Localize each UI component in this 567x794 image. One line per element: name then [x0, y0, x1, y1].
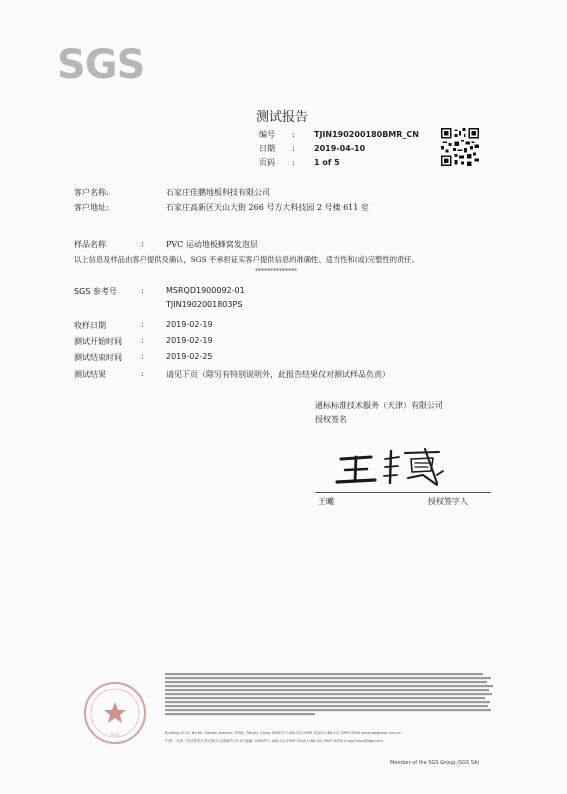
client-name-label: 客户名称: [74, 188, 109, 197]
inspection-seal-stamp [82, 680, 148, 746]
signer-name: 王曦 [318, 497, 334, 506]
client-address: 石家庄高新区天山大街 266 号方大科技园 2 号楼 611 室 [166, 203, 369, 212]
report-page-row [259, 156, 419, 170]
colon: : [292, 158, 295, 167]
handwritten-signature [333, 445, 448, 490]
client-address-label: 客户地址: [74, 203, 109, 212]
qr-code-icon [441, 128, 479, 166]
colon: : [141, 239, 144, 248]
received-date-label: 收样日期 [74, 321, 106, 330]
footer-member-text: Member of the SGS Group (SGS SA) [390, 760, 480, 766]
separator-stars: ************** [255, 268, 297, 275]
test-end-date: 2019-02-25 [166, 352, 213, 361]
colon: : [292, 130, 295, 139]
disclaimer-note: 以上信息及样品由客户提供及确认，SGS 不承担证实客户提供信息的准确性、适当性和(或)完整性的责任。 [74, 255, 419, 264]
signing-organization: 通标标准技术服务（天津）有限公司 [315, 401, 443, 410]
authorized-signature-label: 授权签名 [315, 415, 347, 424]
client-name: 石家庄佳鹏地板科技有限公司 [166, 188, 270, 197]
report-date: 2019-04-10 [314, 144, 366, 153]
footer-terms-text [165, 673, 495, 718]
colon: : [141, 286, 144, 295]
signature-line [315, 492, 491, 493]
report-date-label: 日期 [259, 144, 275, 153]
colon: : [141, 336, 144, 345]
sample-name-label: 样品名称 [74, 240, 106, 249]
colon: : [141, 369, 144, 378]
report-page: 1 of 5 [314, 158, 340, 167]
test-result-label: 测试结果 [74, 370, 106, 379]
report-number-row [259, 128, 419, 142]
test-start-label: 测试开始时间 [74, 337, 122, 346]
report-meta [259, 128, 419, 170]
report-date-row [259, 142, 419, 156]
footer-address-cn: 中国 · 天津 · 经济技术开发区海天大道80号 D-10 邮编: 300457 t (86-22) 5999 5318 f (86-22) 5999 5330 e sgs.china@sgs.com [165, 739, 383, 743]
sgs-reference-label: SGS 参考号 [74, 287, 117, 296]
svg-text:SGS: SGS [110, 732, 120, 737]
report-page-label: 页码 [259, 158, 275, 167]
colon: : [292, 144, 295, 153]
signer-role: 授权签字人 [428, 497, 468, 506]
colon: : [141, 352, 144, 361]
colon: : [141, 320, 144, 329]
test-start-date: 2019-02-19 [166, 336, 213, 345]
sgs-logo: SGS [57, 42, 145, 88]
report-number: TJIN190200180BMR_CN [314, 130, 419, 139]
sample-name: PVC 运动地板蜂窝发泡层 [166, 240, 258, 249]
report-number-label: 编号 [259, 130, 275, 139]
received-date: 2019-02-19 [166, 320, 213, 329]
test-result: 请见下页（除另有特别说明外，此报告结果仅对测试样品负责） [166, 370, 390, 379]
sgs-reference-1: MSRQD1900092-01 [166, 286, 245, 295]
report-title: 测试报告 [256, 110, 309, 125]
footer-address: Building D-10, No.80, Haitian Avenue, TEDA, Tianjin, China 300457 t (86-22) 5999 5318 f (86-22) 5999 5330 www.sgsgroup.com.cn [165, 731, 402, 735]
sgs-reference-2: TJIN1902001803PS [166, 300, 243, 309]
test-end-label: 测试结束时间 [74, 353, 122, 362]
